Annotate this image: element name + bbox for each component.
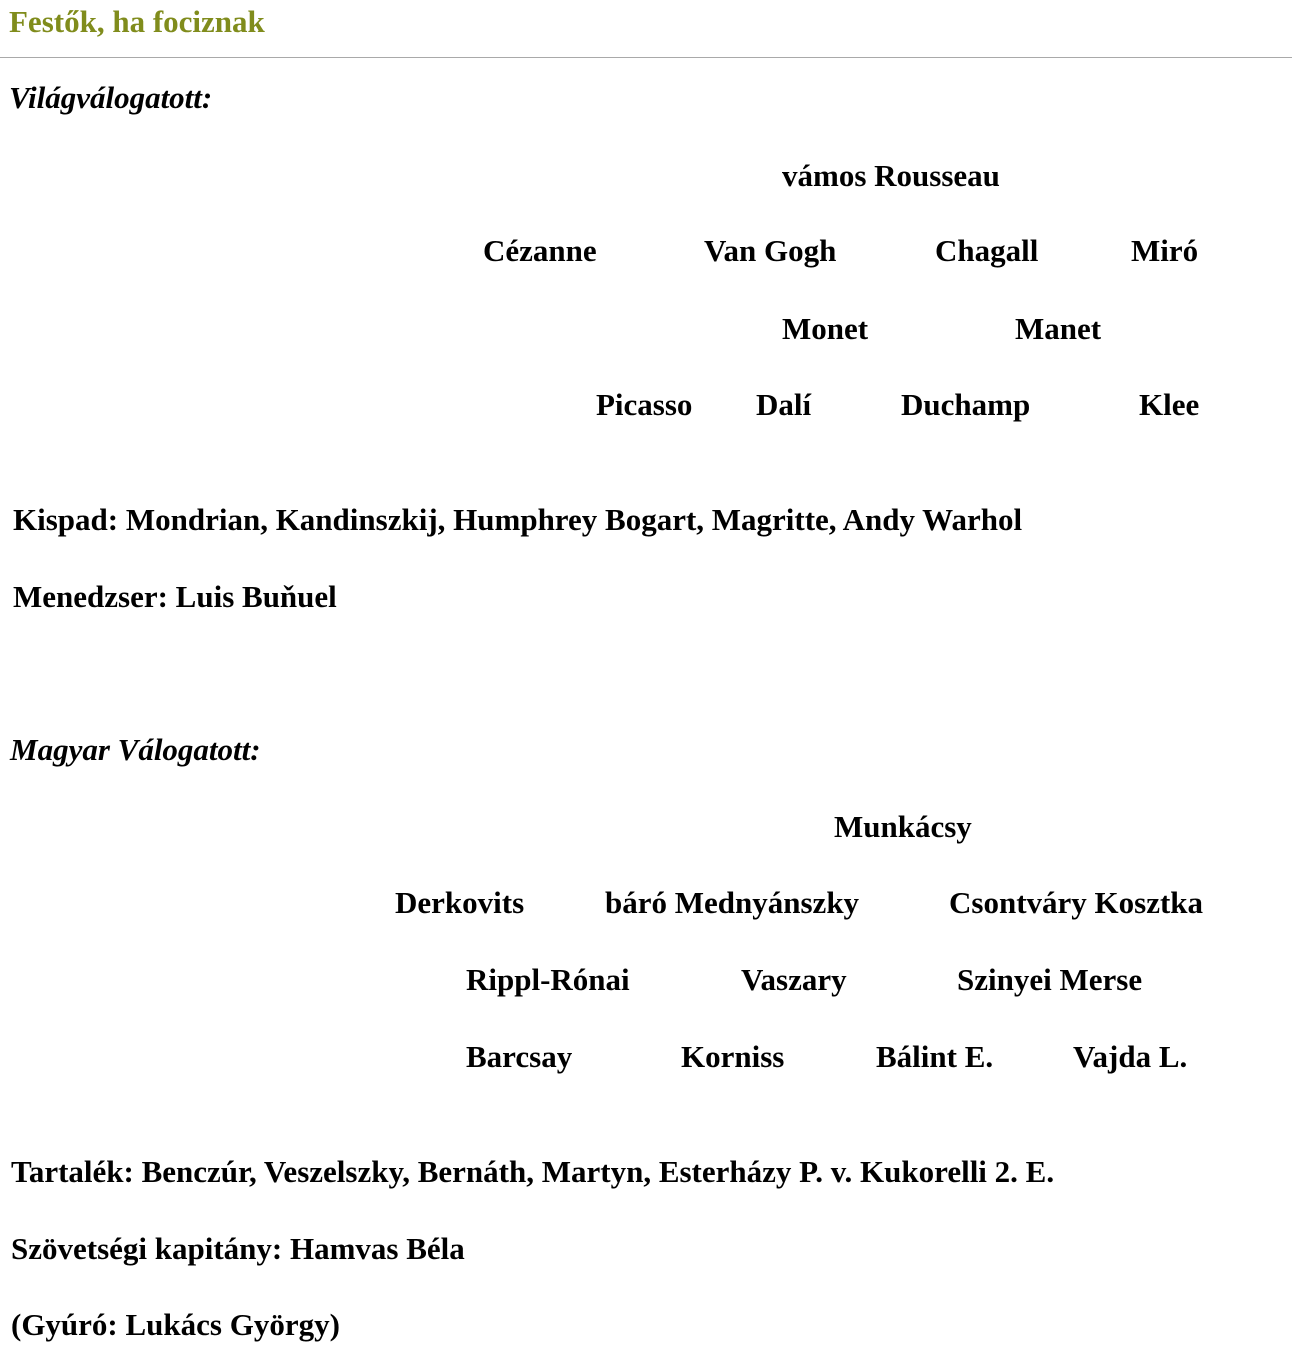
hungarian-midfielder: Rippl-Rónai [466,962,630,997]
world-defender: Cézanne [483,233,597,268]
hungarian-trainer: (Gyúró: Lukács György) [11,1307,340,1342]
world-forward: Picasso [596,387,693,422]
world-manager: Menedzser: Luis Buňuel [13,579,337,614]
hungarian-captain: Szövetségi kapitány: Hamvas Béla [11,1231,465,1266]
hungarian-midfielder: Szinyei Merse [957,962,1143,997]
world-forward: Klee [1139,387,1200,422]
hungarian-team-heading: Magyar Válogatott: [10,732,261,767]
hungarian-forward: Vajda L. [1073,1039,1188,1074]
hungarian-defender: Csontváry Kosztka [949,885,1204,920]
world-bench: Kispad: Mondrian, Kandinszkij, Humphrey Bogart, Magritte, Andy Warhol [13,502,1023,537]
world-defender: Van Gogh [704,233,837,268]
hungarian-reserves: Tartalék: Benczúr, Veszelszky, Bernáth, Martyn, Esterházy P. v. Kukorelli 2. E. [11,1154,1055,1189]
world-goalkeeper: vámos Rousseau [782,158,1000,193]
world-midfielder: Monet [782,311,869,346]
hungarian-forward: Korniss [681,1039,785,1074]
hungarian-defender: Derkovits [395,885,525,920]
world-defender: Miró [1131,233,1199,268]
page-title: Festők, ha fociznak [9,4,265,39]
world-midfielder: Manet [1015,311,1102,346]
title-divider [0,57,1292,58]
hungarian-goalkeeper: Munkácsy [834,809,972,844]
hungarian-forward: Barcsay [466,1039,573,1074]
world-forward: Duchamp [901,387,1031,422]
world-defender: Chagall [935,233,1039,268]
world-forward: Dalí [756,387,812,422]
hungarian-defender: báró Mednyánszky [605,885,860,920]
hungarian-forward: Bálint E. [876,1039,994,1074]
world-team-heading: Világválogatott: [9,80,213,115]
hungarian-midfielder: Vaszary [741,962,847,997]
